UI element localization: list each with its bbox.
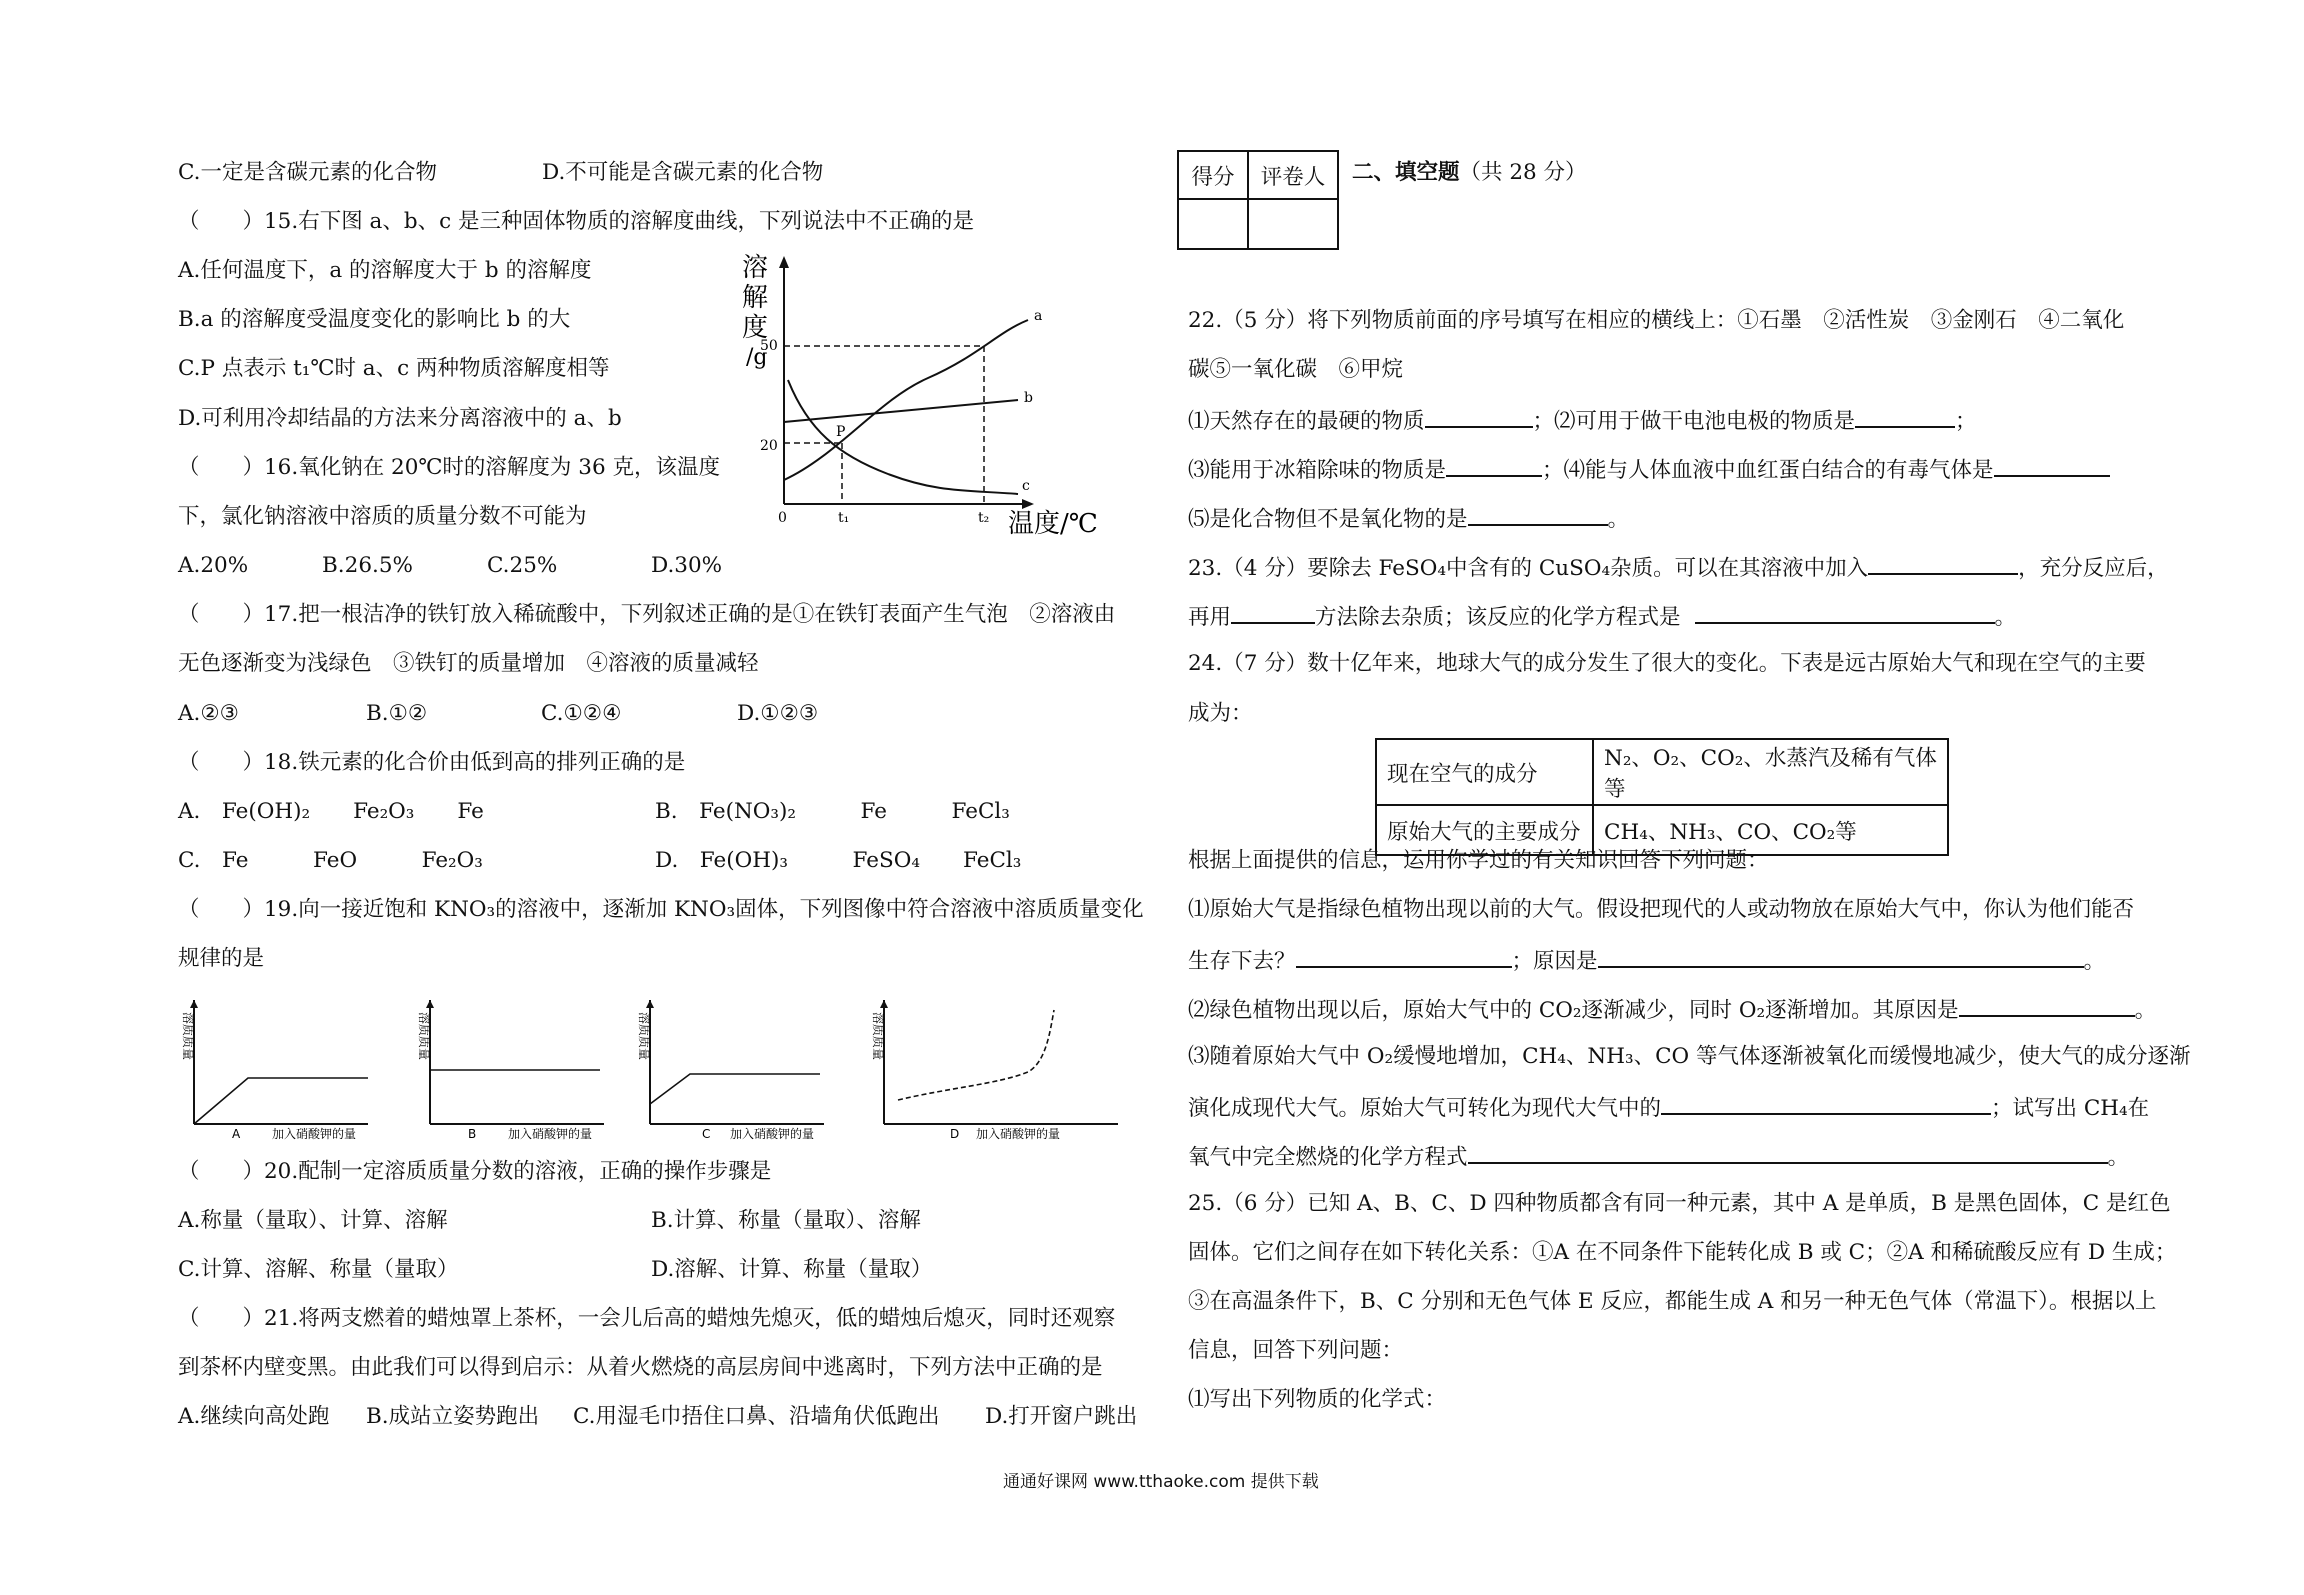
q24-part-3: ⑶随着原始大气中 O₂缓慢地增加，CH₄、NH₃、CO 等气体逐渐被氧化而缓慢地减少，使大气的成分逐渐 [1188,1044,2191,1069]
q15-ylabel-2: 解 [742,283,769,313]
atmosphere-table [1375,738,1949,856]
q22-answer-4[interactable] [1994,453,2110,477]
q19-graph-d-xlabel: 加入硝酸钾的量 [976,1127,1061,1141]
q19-graph-b-ylabel: 溶质质量 [417,1012,431,1061]
q24-part-3-text-3: 氧气中完全燃烧的化学方程式 [1188,1145,1468,1170]
q15-curve-b [784,400,1018,422]
q24-part-3-text: 演化成现代大气。原始大气可转化为现代大气中的 [1188,1096,1662,1121]
q17-option-c: C.①②④ [541,701,622,726]
q20-option-c: C.计算、溶解、称量（量取） [178,1257,459,1282]
q15-option-a: A.任何温度下，a 的溶解度大于 b 的溶解度 [178,258,592,283]
q24-answer-5[interactable] [1468,1140,2108,1164]
q18-stem: （ ）18.铁元素的化合价由低到高的排列正确的是 [178,750,686,775]
page-footer: 通通好课网 www.tthaoke.com 提供下载 [1003,1472,1319,1492]
q24-stem: 24.（7 分）数十亿年来，地球大气的成分发生了很大的变化。下表是远古原始大气和现在空气的主要 [1188,651,2146,676]
q15-xlabel: 温度/℃ [1008,509,1098,539]
q21-option-b: B.成站立姿势跑出 [366,1404,540,1429]
q22-line-3 [1188,502,1629,535]
q16-option-d: D.30% [651,553,723,578]
table-row2-label: 原始大气的主要成分 [1376,805,1593,855]
q15-option-c: C.P 点表示 t₁℃时 a、c 两种物质溶解度相等 [178,356,610,381]
q19-graph-d-label: D [950,1127,960,1141]
q22-item-3: ⑶能用于冰箱除味的物质是 [1188,458,1447,483]
q24-part-3-line-2 [1188,1091,2149,1124]
q24-part-1-question: 生存下去？ [1188,949,1296,974]
score-table [1177,150,1339,250]
q16-option-a: A.20% [178,553,249,578]
q20-option-b: B.计算、称量（量取）、溶解 [651,1208,921,1233]
q21-option-c: C.用湿毛巾捂住口鼻、沿墙角伏低跑出 [573,1404,940,1429]
q24-period-2: 。 [2134,998,2157,1023]
q15-ylabel-1: 溶 [742,253,769,283]
q22-answer-3[interactable] [1446,453,1542,477]
q19-stem-2: 规律的是 [178,946,265,971]
q15-label-c: c [1022,478,1030,494]
score-cell[interactable] [1178,199,1248,249]
q23-period: 。 [1994,605,2017,630]
q25-part-1: ⑴写出下列物质的化学式： [1188,1387,1447,1412]
section-heading [1352,158,1587,188]
q18-option-d: D. Fe(OH)₃ FeSO₄ FeCl₃ [655,848,1022,873]
q20-option-d: D.溶解、计算、称量（量取） [651,1257,933,1282]
q23-answer-2[interactable] [1231,600,1315,624]
q20-option-a: A.称量（量取）、计算、溶解 [178,1208,448,1233]
q22-answer-1[interactable] [1425,404,1533,428]
q21-stem-2: 到茶杯内壁变黑。由此我们可以得到启示：从着火燃烧的高层房间中逃离时，下列方法中正确的是 [178,1355,1103,1380]
grader-header: 评卷人 [1248,151,1338,199]
q24-answer-4[interactable] [1661,1091,1991,1115]
q17-stem-2: 无色逐渐变为浅绿色 ③铁钉的质量增加 ④溶液的质量减轻 [178,651,759,676]
q23-stem: 23.（4 分）要除去 FeSO₄中含有的 CuSO₄杂质。可以在其溶液中加入 [1188,556,1869,581]
q25-stem-3: ③在高温条件下，B、C 分别和无色气体 E 反应，都能生成 A 和另一种无色气体（常温下）。根据以上 [1188,1289,2157,1314]
q23-line-2 [1188,600,2016,633]
q19-graph-d-ylabel: 溶质质量 [871,1012,885,1061]
q24-part-3-line-3 [1188,1140,2129,1173]
q15-option-b: B.a 的溶解度受温度变化的影响比 b 的大 [178,307,571,332]
grader-cell[interactable] [1248,199,1338,249]
q24-part-1-line-2 [1188,944,2105,977]
q23-answer-1[interactable] [1868,551,2018,575]
q15-ylabel-3: 度 [742,313,769,343]
q15-tick-0: 0 [778,510,787,526]
q24-part-2-text: ⑵绿色植物出现以后，原始大气中的 CO₂逐渐减少，同时 O₂逐渐增加。其原因是 [1188,998,1959,1023]
q15-solubility-graph [728,250,1148,540]
q19-graphs [181,992,1148,1141]
q14-option-c: C.一定是含碳元素的化合物 [178,160,438,185]
q23-stem-3: 方法除去杂质；该反应的化学方程式是 [1315,605,1681,630]
q19-graph-a-xlabel: 加入硝酸钾的量 [272,1127,357,1141]
q22-item-5: ⑸是化合物但不是氧化物的是 [1188,507,1468,532]
q15-tick-20: 20 [760,438,778,454]
q15-tick-t1: t₁ [838,510,850,526]
q15-stem: （ ）15.右下图 a、b、c 是三种固体物质的溶解度曲线，下列说法中不正确的是 [178,209,974,234]
table-row1-label: 现在空气的成分 [1376,739,1593,805]
q19-graph-c-xlabel: 加入硝酸钾的量 [730,1127,815,1141]
q24-answer-1[interactable] [1296,944,1512,968]
q22-line-2 [1188,453,2110,486]
q24-answer-2[interactable] [1598,944,2084,968]
q23-mid: ，充分反应后， [2018,556,2169,581]
q23-stem-2: 再用 [1188,605,1232,630]
q21-option-a: A.继续向高处跑 [178,1404,330,1429]
q21-option-d: D.打开窗户跳出 [985,1404,1138,1429]
q14-option-d: D.不可能是含碳元素的化合物 [542,160,824,185]
q16-option-b: B.26.5% [322,553,413,578]
q22-item-1: ⑴天然存在的最硬的物质 [1188,409,1425,434]
q24-part-2 [1188,993,2156,1026]
q15-curve-a [784,320,1028,480]
q22-item-2: ；⑵可用于做干电池电极的物质是 [1532,409,1856,434]
q22-item-4: ；⑷能与人体血液中血红蛋白结合的有毒气体是 [1542,458,1994,483]
q24-part-3-text-2: ；试写出 CH₄在 [1991,1096,2150,1121]
q16-stem: （ ）16.氧化钠在 20℃时的溶解度为 36 克，该温度 [178,455,720,480]
q19-graph-b-xlabel: 加入硝酸钾的量 [508,1127,593,1141]
q15-ylabel-4: /g [746,345,768,370]
section-title: 二、填空题 [1352,160,1460,185]
q23-answer-3[interactable] [1695,600,1995,624]
q24-period-3: 。 [2107,1145,2130,1170]
score-header: 得分 [1178,151,1248,199]
q18-option-c: C. Fe FeO Fe₂O₃ [178,848,483,873]
q24-answer-3[interactable] [1959,993,2135,1017]
q17-stem: （ ）17.把一根洁净的铁钉放入稀硫酸中，下列叙述正确的是①在铁钉表面产生气泡 ②溶液由 [178,602,1116,627]
table-row2-value: CH₄、NH₃、CO、CO₂等 [1593,805,1948,855]
q17-option-b: B.①② [366,701,428,726]
q24-period-1: 。 [2083,949,2106,974]
q22-stem-2: 碳⑤一氧化碳 ⑥甲烷 [1188,357,1404,382]
q24-stem-2: 成为： [1188,701,1253,726]
q19-graph-b [417,1000,604,1141]
q24-part-1-reason: ；原因是 [1511,949,1598,974]
q18-option-b: B. Fe(NO₃)₂ Fe FeCl₃ [655,799,1010,824]
q15-option-d: D.可利用冷却结晶的方法来分离溶液中的 a、b [178,406,622,431]
q24-part-1: ⑴原始大气是指绿色植物出现以前的大气。假设把现代的人或动物放在原始大气中，你认为他们能否 [1188,897,2135,922]
q19-graph-d [871,1000,1118,1141]
q19-graph-c-label: C [702,1127,711,1141]
q15-label-a: a [1034,308,1043,324]
q22-stem: 22.（5 分）将下列物质前面的序号填写在相应的横线上：①石墨 ②活性炭 ③金刚石 ④二氧化 [1188,308,2125,333]
section-points: （共 28 分） [1459,160,1587,185]
q22-answer-5[interactable] [1468,502,1608,526]
q19-graph-c-ylabel: 溶质质量 [637,1012,651,1061]
q25-stem: 25.（6 分）已知 A、B、C、D 四种物质都含有同一种元素，其中 A 是单质，B 是黑色固体，C 是红色 [1188,1191,2171,1216]
q15-tick-50: 50 [760,338,778,354]
q19-graph-a-ylabel: 溶质质量 [181,1012,195,1061]
q22-semicolon: ； [1955,409,1977,434]
q17-option-d: D.①②③ [737,701,819,726]
q16-stem-2: 下，氯化钠溶液中溶质的质量分数不可能为 [178,504,587,529]
q18-option-a: A. Fe(OH)₂ Fe₂O₃ Fe [178,799,484,824]
table-row1-value: N₂、O₂、CO₂、水蒸汽及稀有气体等 [1593,739,1948,805]
q15-point-p: P [836,424,846,440]
q15-tick-t2: t₂ [978,510,990,526]
q22-answer-2[interactable] [1855,404,1955,428]
q25-stem-4: 信息，回答下列问题： [1188,1338,1404,1363]
q16-option-c: C.25% [487,553,558,578]
q23-line-1 [1188,551,2169,584]
q25-stem-2: 固体。它们之间存在如下转化关系：①A 在不同条件下能转化成 B 或 C；②A 和稀硫酸反应有 D 生成； [1188,1240,2177,1265]
q19-graph-c [637,1000,824,1141]
q20-stem: （ ）20.配制一定溶质质量分数的溶液，正确的操作步骤是 [178,1159,772,1184]
q19-graph-a-label: A [232,1127,241,1141]
q19-graph-b-label: B [468,1127,477,1141]
q15-label-b: b [1024,390,1033,406]
q21-stem: （ ）21.将两支燃着的蜡烛罩上茶杯，一会儿后高的蜡烛先熄灭，低的蜡烛后熄灭，同时还观察 [178,1306,1116,1331]
q19-graph-a [181,1000,368,1141]
q19-stem: （ ）19.向一接近饱和 KNO₃的溶液中，逐渐加 KNO₃固体，下列图像中符合溶液中溶质质量变化 [178,897,1144,922]
q22-line-1 [1188,404,1977,437]
q17-option-a: A.②③ [178,701,239,726]
q22-period: 。 [1607,507,1630,532]
q24-intro: 根据上面提供的信息，运用你学过的有关知识回答下列问题： [1188,848,1769,873]
